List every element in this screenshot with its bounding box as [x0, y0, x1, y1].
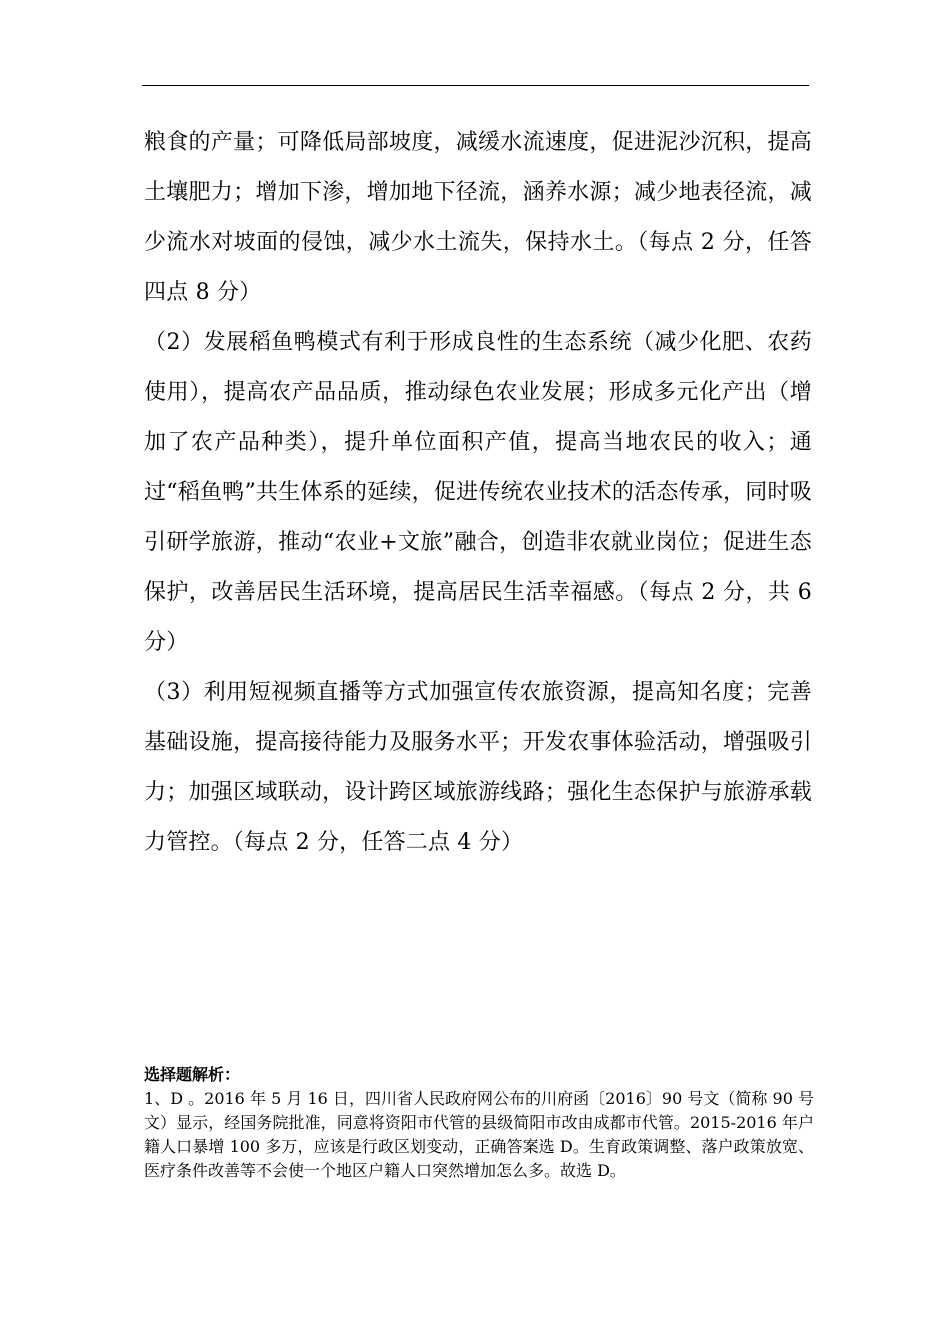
analysis-title: 选择题解析： [144, 1065, 241, 1084]
answer-paragraph-2: （2）发展稻鱼鸭模式有利于形成良性的生态系统（减少化肥、农药使用），提高农产品品质，推动绿色农业发展；形成多元化产出（增加了农产品种类），提升单位面积产值，提高当地农民的收入；通过“稻鱼鸭”共生体系的延续，促进传统农业技术的活态传承，同时吸引研学旅游，推动“农业+文旅”融合，创造非农就业岗位；促进生态保护，改善居民生活环境，提高居民生活幸福感。（每点 2 分，共 6 分） [144, 330, 812, 655]
answer-section [144, 118, 812, 868]
analysis-section [144, 1063, 814, 1183]
answer-paragraph-1: 粮食的产量；可降低局部坡度，减缓水流速度，促进泥沙沉积，提高土壤肥力；增加下渗，增加地下径流，涵养水源；减少地表径流，减少流水对坡面的侵蚀，减少水土流失，保持水土。（每点 2 分，任答四点 8 分） [144, 130, 812, 305]
answer-paragraph-3: （3）利用短视频直播等方式加强宣传农旅资源，提高知名度；完善基础设施，提高接待能力及服务水平；开发农事体验活动，增强吸引力；加强区域联动，设计跨区域旅游线路；强化生态保护与旅游承载力管控。（每点 2 分，任答二点 4 分） [144, 680, 812, 855]
analysis-item-1: 1、D 。2016 年 5 月 16 日，四川省人民政府网公布的川府函〔2016〕90 号文（简称 90 号文）显示，经国务院批准，同意将资阳市代管的县级简阳市改由成都市代管。2015-2016 年户籍人口暴增 100 多万，应该是行政区划变动，正确答案选 D。生育政策调整、落户政策放宽、医疗条件改善等不会使一个地区户籍人口突然增加怎么多。故选 D。 [144, 1089, 814, 1180]
header-rule [142, 85, 809, 86]
